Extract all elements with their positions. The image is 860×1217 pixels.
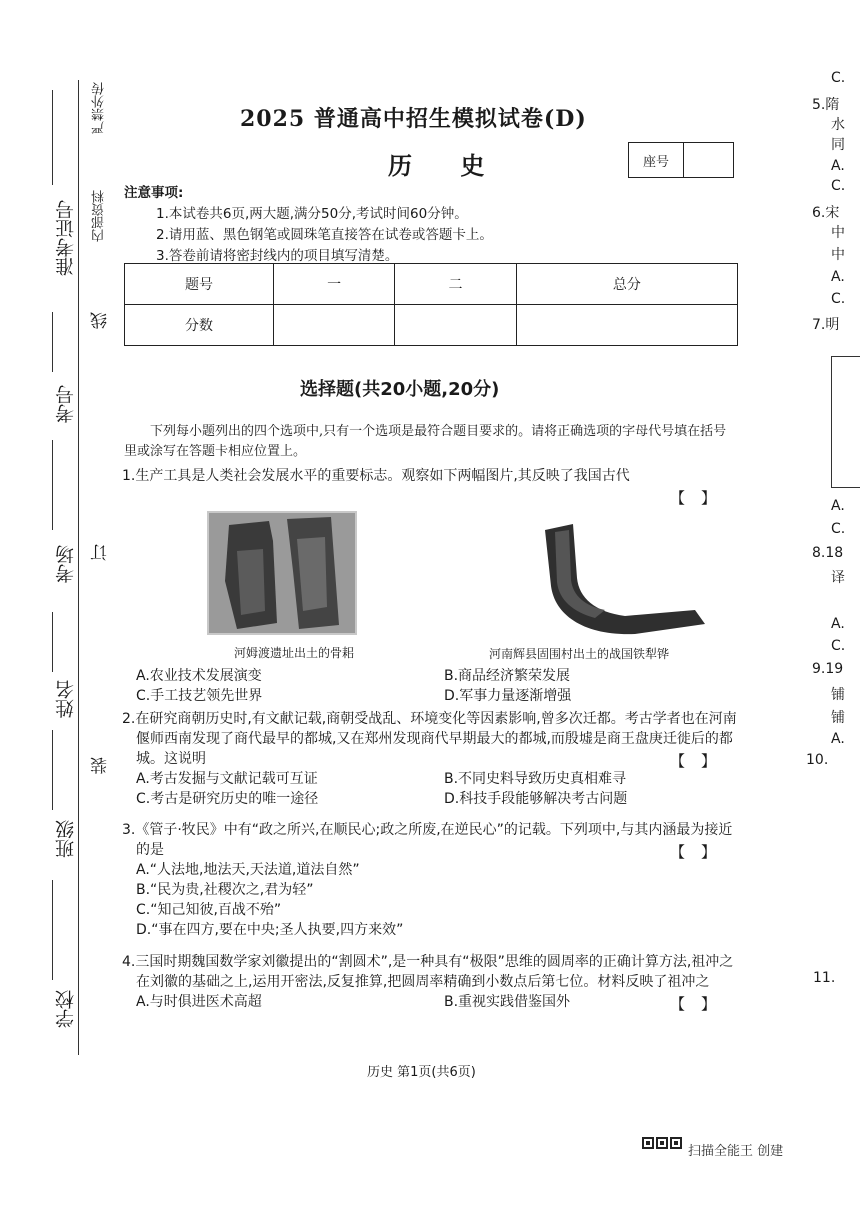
bone-spade-photo	[207, 511, 357, 635]
right-edge-text: 铺	[831, 710, 845, 726]
right-edge-text: C.	[831, 638, 846, 654]
field-exam-id: 准考证号	[55, 200, 77, 276]
option-a[interactable]: A.与时俱进医术高超	[136, 994, 262, 1010]
right-edge-text: C.	[831, 291, 846, 307]
instruction-item: 1.本试卷共6页,两大题,满分50分,考试时间60分钟。	[156, 206, 468, 222]
right-edge-text: A.	[831, 616, 845, 632]
question-3	[122, 820, 738, 940]
question-1-options	[122, 666, 738, 706]
caption-bone-spade: 河姆渡遗址出土的骨耜	[234, 646, 355, 660]
option-b[interactable]: B.重视实践借鉴国外	[444, 994, 571, 1010]
confidential-label: 严禁外传	[92, 82, 107, 134]
right-edge-text: 铺	[831, 687, 845, 703]
option-b[interactable]: B.“民为贵,社稷次之,君为轻”	[136, 882, 314, 898]
right-edge-text: A.	[831, 498, 845, 514]
right-edge-text: C.	[831, 521, 846, 537]
right-edge-text: 译	[831, 570, 845, 586]
answer-bracket[interactable]: 【】	[669, 752, 732, 770]
option-a[interactable]: A.“人法地,地法天,天法道,道法自然”	[136, 862, 360, 878]
exam-title: 2025 普通高中招生模拟试卷(D)	[240, 106, 587, 132]
right-edge-text: 8.18	[812, 545, 844, 561]
field-blank-line	[52, 730, 53, 810]
seal-bind-label: 装	[91, 757, 111, 774]
seal-order-label: 订	[91, 544, 111, 561]
right-edge-text: C.	[831, 70, 846, 86]
option-c[interactable]: C.“知己知彼,百战不殆”	[136, 902, 282, 918]
right-edge-text: A.	[831, 158, 845, 174]
question-stem: 4.三国时期魏国数学家刘徽提出的“割圆术”,是一种具有“极限”思维的圆周率的正确计算方法,祖冲之在刘徽的基础之上,运用开密法,反复推算,把圆周率精确到小数点后第七位。材料反映了祖冲之	[122, 954, 734, 990]
right-edge-text: 11.	[813, 970, 836, 986]
table-cell: 一	[274, 264, 395, 305]
field-blank-line	[52, 90, 53, 185]
field-blank-line	[52, 312, 53, 372]
right-edge-text: 9.19	[812, 661, 844, 677]
option-d[interactable]: D.“事在四方,要在中央;圣人执要,四方来效”	[136, 922, 404, 938]
field-blank-line	[52, 880, 53, 980]
right-edge-text: A.	[831, 731, 845, 747]
question-stem: 1.生产工具是人类社会发展水平的重要标志。观察如下两幅图片,其反映了我国古代	[122, 468, 630, 484]
right-edge-text: C.	[831, 178, 846, 194]
field-blank-line	[52, 440, 53, 530]
instruction-item: 2.请用蓝、黑色钢笔或圆珠笔直接答在试卷或答题卡上。	[156, 227, 493, 243]
option-d[interactable]: D.军事力量逐渐增强	[444, 688, 572, 704]
question-stem: 3.《管子·牧民》中有“政之所兴,在顺民心;政之所废,在逆民心”的记载。下列项中,与其内涵最为接近的是	[122, 822, 733, 858]
question-stem: 2.在研究商朝历史时,有文献记载,商朝受战乱、环境变化等因素影响,曾多次迁都。考古学者也在河南偃师西南发现了商代最早的都城,又在郑州发现商代早期最大的都城,而殷墟是商王盘庚迁徙后的都城。这说明	[122, 711, 737, 767]
field-school: 学校	[55, 990, 77, 1028]
answer-bracket[interactable]: 【】	[669, 489, 732, 507]
right-edge-text: 同	[831, 137, 845, 153]
answer-bracket[interactable]: 【】	[669, 995, 732, 1013]
right-edge-text: 10.	[806, 752, 829, 768]
instructions-heading: 注意事项:	[124, 185, 184, 201]
page-footer: 历史 第1页(共6页)	[367, 1065, 476, 1080]
option-b[interactable]: B.不同史料导致历史真相难寻	[444, 771, 627, 787]
score-input-cell[interactable]	[274, 305, 395, 346]
instructions	[124, 183, 493, 267]
right-edge-text: 水	[831, 117, 845, 133]
caption-iron-plough: 河南辉县固围村出土的战国铁犁铧	[489, 647, 670, 661]
right-edge-table	[831, 356, 860, 488]
right-edge-text: 5.隋	[812, 97, 840, 113]
field-exam-number: 考号	[55, 385, 77, 423]
seal-line-label: 线	[91, 312, 111, 329]
right-edge-text: 中	[831, 225, 845, 241]
iron-plough-photo	[515, 520, 720, 638]
right-edge-text: 6.宋	[812, 205, 840, 221]
answer-bracket[interactable]: 【】	[669, 843, 732, 861]
table-cell: 总分	[516, 264, 737, 305]
field-class: 班级	[55, 820, 77, 858]
score-input-cell[interactable]	[516, 305, 737, 346]
question-1	[122, 466, 738, 507]
right-edge-text: A.	[831, 269, 845, 285]
scan-watermark: 扫描全能王 创建	[688, 1144, 784, 1159]
option-c[interactable]: C.考古是研究历史的唯一途径	[136, 791, 319, 807]
field-name: 姓名	[55, 680, 77, 718]
table-cell: 分数	[125, 305, 274, 346]
internal-label: 内部资料	[92, 190, 107, 242]
right-edge-text: 中	[831, 247, 845, 263]
score-input-cell[interactable]	[395, 305, 516, 346]
qr-code-icon	[642, 1136, 682, 1150]
table-cell: 题号	[125, 264, 274, 305]
option-a[interactable]: A.农业技术发展演变	[136, 668, 262, 684]
seat-label: 座号	[629, 143, 684, 177]
option-c[interactable]: C.手工技艺领先世界	[136, 688, 263, 704]
option-d[interactable]: D.科技手段能够解决考古问题	[444, 791, 628, 807]
question-4	[122, 952, 738, 1012]
right-edge-text: 7.明	[812, 317, 840, 333]
field-blank-line	[52, 612, 53, 672]
score-table	[124, 263, 738, 346]
field-exam-room: 考场	[55, 545, 77, 583]
seat-number-box[interactable]	[628, 142, 734, 178]
section-title: 选择题(共20小题,20分)	[300, 379, 500, 400]
table-row	[125, 264, 738, 305]
subject-title: 历 史	[388, 151, 505, 180]
table-row	[125, 305, 738, 346]
instruction-item: 3.答卷前请将密封线内的项目填写清楚。	[156, 248, 399, 264]
option-a[interactable]: A.考古发掘与文献记载可互证	[136, 771, 318, 787]
section-intro: 下列每小题列出的四个选项中,只有一个选项是最符合题目要求的。请将正确选项的字母代号填在括号里或涂写在答题卡相应位置上。	[124, 424, 727, 459]
question-2	[122, 709, 738, 809]
table-cell: 二	[395, 264, 516, 305]
option-b[interactable]: B.商品经济繁荣发展	[444, 668, 571, 684]
